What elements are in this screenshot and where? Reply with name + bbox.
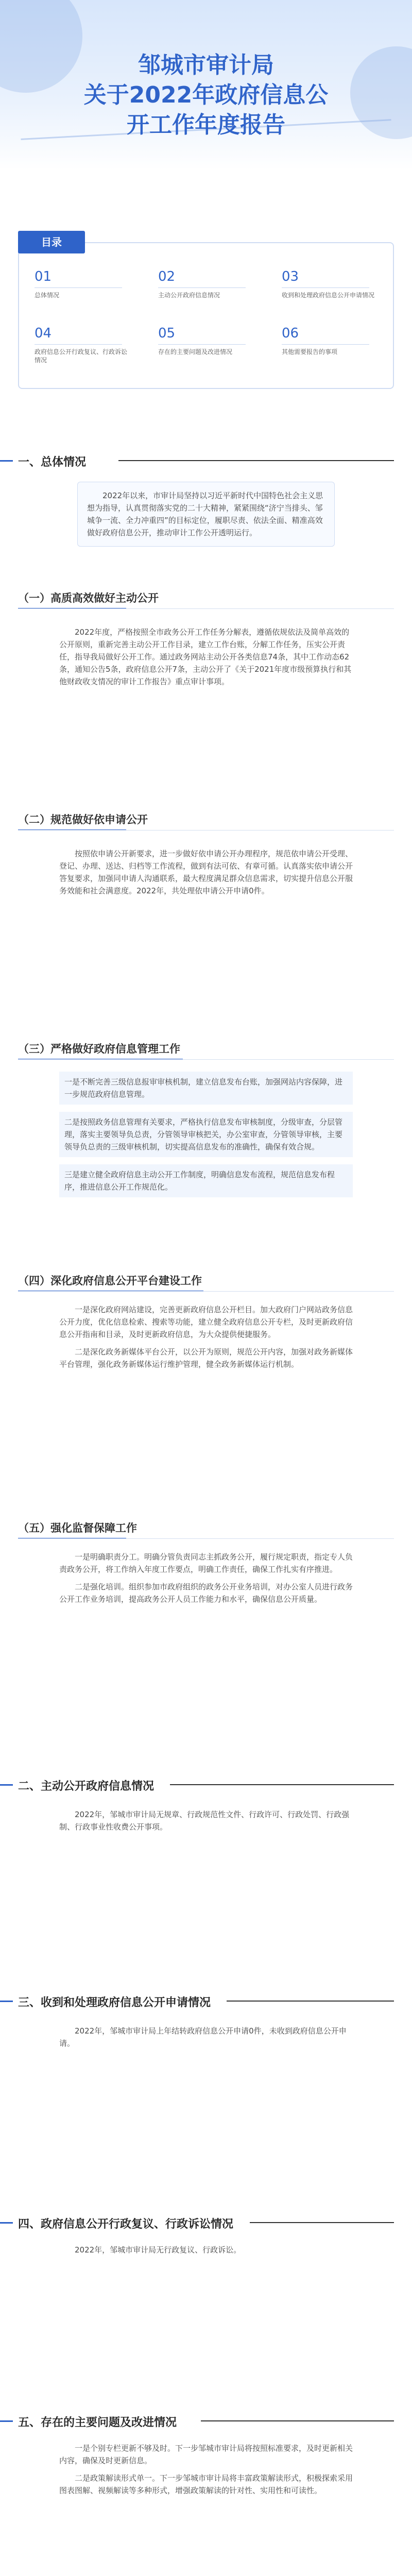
toc-number: 05 [158, 326, 176, 341]
toc-item-5[interactable] [158, 326, 256, 356]
toc-badge: 目录 [18, 231, 85, 253]
paragraph: 2022年，邹城市审计局上年结转政府信息公开申请0件，未收到政府信息公开申请。 [59, 2026, 347, 2048]
intro-text: 2022年以来，市审计局坚持以习近平新时代中国特色社会主义思想为指导，认真贯彻落实党的二十大精神，紧紧围绕“济宁当排头、邹城争一流、全力冲重四”的目标定位，履职尽责、依法全面、精准高效做好政府信息公开，推动审计工作公开透明运行。 [87, 491, 323, 537]
paragraph: 2022年，邹城市审计局无行政复议、行政诉讼。 [75, 2245, 242, 2255]
subsection-rule [18, 1538, 394, 1539]
section-title-3: 三、收到和处理政府信息公开申请情况 [18, 1996, 211, 2009]
divider [35, 344, 122, 345]
paragraph: 二是政策解读形式单一。下一步邹城市审计局将丰富政策解读形式，积极探索采用图表图解、视频解读等多种形式，增强政策解读的针对性、实用性和可读性。 [59, 2473, 353, 2495]
table-of-contents [18, 242, 394, 389]
paragraph: 一是明确职责分工。明确分管负责同志主抓政务公开，履行规定职责，指定专人负责政务公开，将工作纳入年度工作要点，明确工作责任，确保工作扎实有序推进。 [59, 1552, 353, 1574]
divider [158, 287, 246, 288]
paragraph: 按照依申请公开新要求，进一步做好依申请公开办理程序，规范依申请公开受理、登记、办理、送达、归档等工作流程，做到有法可依、有章可循。认真落实依申请公开答复要求，加强同申请人沟通联系，最大程度满足群众信息需求，切实提升信息公开服务效能和社会满意度。2022年，共处理依申请公开申请0件。 [59, 849, 353, 895]
paragraph: 二是深化政务新媒体平台公开，以公开为原则，规范公开内容，加强对政务新媒体平台管理，强化政务新媒体运行维护管理，健全政务新媒体运行机制。 [59, 1347, 353, 1369]
paragraph: 一是个别专栏更新不够及时。下一步邹城市审计局将按照标准要求，及时更新相关内容，确保及时更新信息。 [59, 2444, 353, 2465]
subsection-body-3 [59, 1072, 353, 1197]
paragraph: 一是深化政府网站建设，完善更新政府信息公开栏目。加大政府门户网站政务信息公开力度，优化信息检索、搜索等功能，建立健全政府信息公开专栏，及时更新政府信息公开指南和目录，及时更新政府信息，为大众提供便捷服务。 [59, 1305, 353, 1339]
section-body-3 [59, 2025, 353, 2049]
section-title-4: 四、政府信息公开行政复议、行政诉讼情况 [18, 2218, 234, 2231]
section-body-4 [59, 2244, 353, 2256]
section-rule [250, 2222, 394, 2223]
toc-item-4[interactable] [35, 326, 132, 364]
section-rule [201, 2420, 394, 2421]
paragraph: 2022年，邹城市审计局无规章、行政规范性文件、行政许可、行政处罚、行政强制、行政事业性收费公开事项。 [59, 1810, 350, 1832]
toc-number: 04 [35, 326, 52, 341]
section-title-2: 二、主动公开政府信息情况 [18, 1780, 154, 1793]
toc-label: 政府信息公开行政复议、行政诉讼情况 [35, 348, 128, 364]
subsection-rule [18, 830, 394, 831]
toc-item-3[interactable] [282, 269, 380, 299]
divider [158, 344, 246, 345]
page-title-line1: 邹城市审计局 [138, 52, 274, 78]
toc-number: 02 [158, 269, 176, 284]
page-title-line2: 关于2022年政府信息公 [83, 82, 329, 108]
subsection-body-2 [59, 848, 353, 897]
section-body-2 [59, 1808, 353, 1833]
toc-item-6[interactable] [282, 326, 380, 356]
subsection-body-4 [59, 1303, 353, 1370]
subsection-body-5 [59, 1551, 353, 1605]
toc-label: 存在的主要问题及改进情况 [158, 348, 233, 355]
divider [282, 287, 369, 288]
divider [282, 344, 369, 345]
divider [35, 287, 122, 288]
subsection-title-2: （二）规范做好依申请公开 [18, 814, 148, 826]
section-dash [0, 460, 13, 462]
subsection-body-1 [59, 626, 353, 688]
section-rule [227, 2001, 394, 2002]
page-title-line3: 开工作年度报告 [127, 112, 285, 138]
toc-item-2[interactable] [158, 269, 256, 299]
subsection-title-1: （一）高质高效做好主动公开 [18, 592, 159, 604]
toc-number: 01 [35, 269, 52, 284]
subsection-rule [18, 1291, 394, 1292]
section-rule [118, 460, 394, 461]
toc-number: 06 [282, 326, 299, 341]
subsection-title-5: （五）强化监督保障工作 [18, 1522, 137, 1534]
section-title-1: 一、总体情况 [18, 456, 87, 469]
section-dash [0, 2222, 13, 2224]
paragraph: 二是强化培训。组织参加市政府组织的政务公开业务培训，对办公室人员进行政务公开工作业务培训，提高政务公开人员工作能力和水平，确保信息公开质量。 [59, 1582, 353, 1604]
paragraph: 三是建立健全政府信息主动公开工作制度，明确信息发布流程，规范信息发布程序，推进信息公开工作规范化。 [59, 1164, 353, 1197]
toc-number: 03 [282, 269, 299, 284]
toc-item-1[interactable] [35, 269, 132, 299]
subsection-title-4: （四）深化政府信息公开平台建设工作 [18, 1275, 202, 1287]
subsection-rule [18, 608, 394, 609]
toc-label: 主动公开政府信息情况 [158, 292, 220, 299]
section-dash [0, 2420, 13, 2422]
section-rule [170, 1784, 394, 1785]
section-dash [0, 2001, 13, 2002]
paragraph: 一是不断完善三级信息报审审核机制，建立信息发布台账，加强网站内容保障，进一步规范政府信息管理。 [59, 1072, 353, 1105]
toc-label: 总体情况 [35, 292, 60, 299]
subsection-title-3: （三）严格做好政府信息管理工作 [18, 1043, 180, 1055]
paragraph: 二是按照政务信息管理有关要求，严格执行信息发布审核制度，分级审查，分层管理，落实主要领导负总责，分管领导审核把关，办公室审查，分管领导审核，主要领导负总责的三级审核机制，切实提高信息发布的准确性，确保有效合规。 [59, 1112, 353, 1157]
section-body-5 [59, 2442, 353, 2497]
section-dash [0, 1784, 13, 1786]
paragraph: 2022年度，严格按照全市政务公开工作任务分解表，遵循依规依法及简单高效的公开原则，重新完善主动公开工作目录，建立工作台账，分解工作任务，压实公开责任，指导我局做好公开工作。通过政务网站主动公开各类信息74条，其中工作动态62条，通知公告5条，政府信息公开7条，主动公开了《关于2021年度市级预算执行和其他财政收支情况的审计工作报告》重点审计事项。 [59, 628, 352, 686]
toc-label: 收到和处理政府信息公开申请情况 [282, 292, 375, 299]
subsection-rule [18, 1059, 394, 1060]
section-title-5: 五、存在的主要问题及改进情况 [18, 2416, 177, 2429]
intro-box [77, 482, 335, 547]
report-header [0, 0, 412, 170]
toc-label: 其他需要报告的事项 [282, 348, 338, 355]
